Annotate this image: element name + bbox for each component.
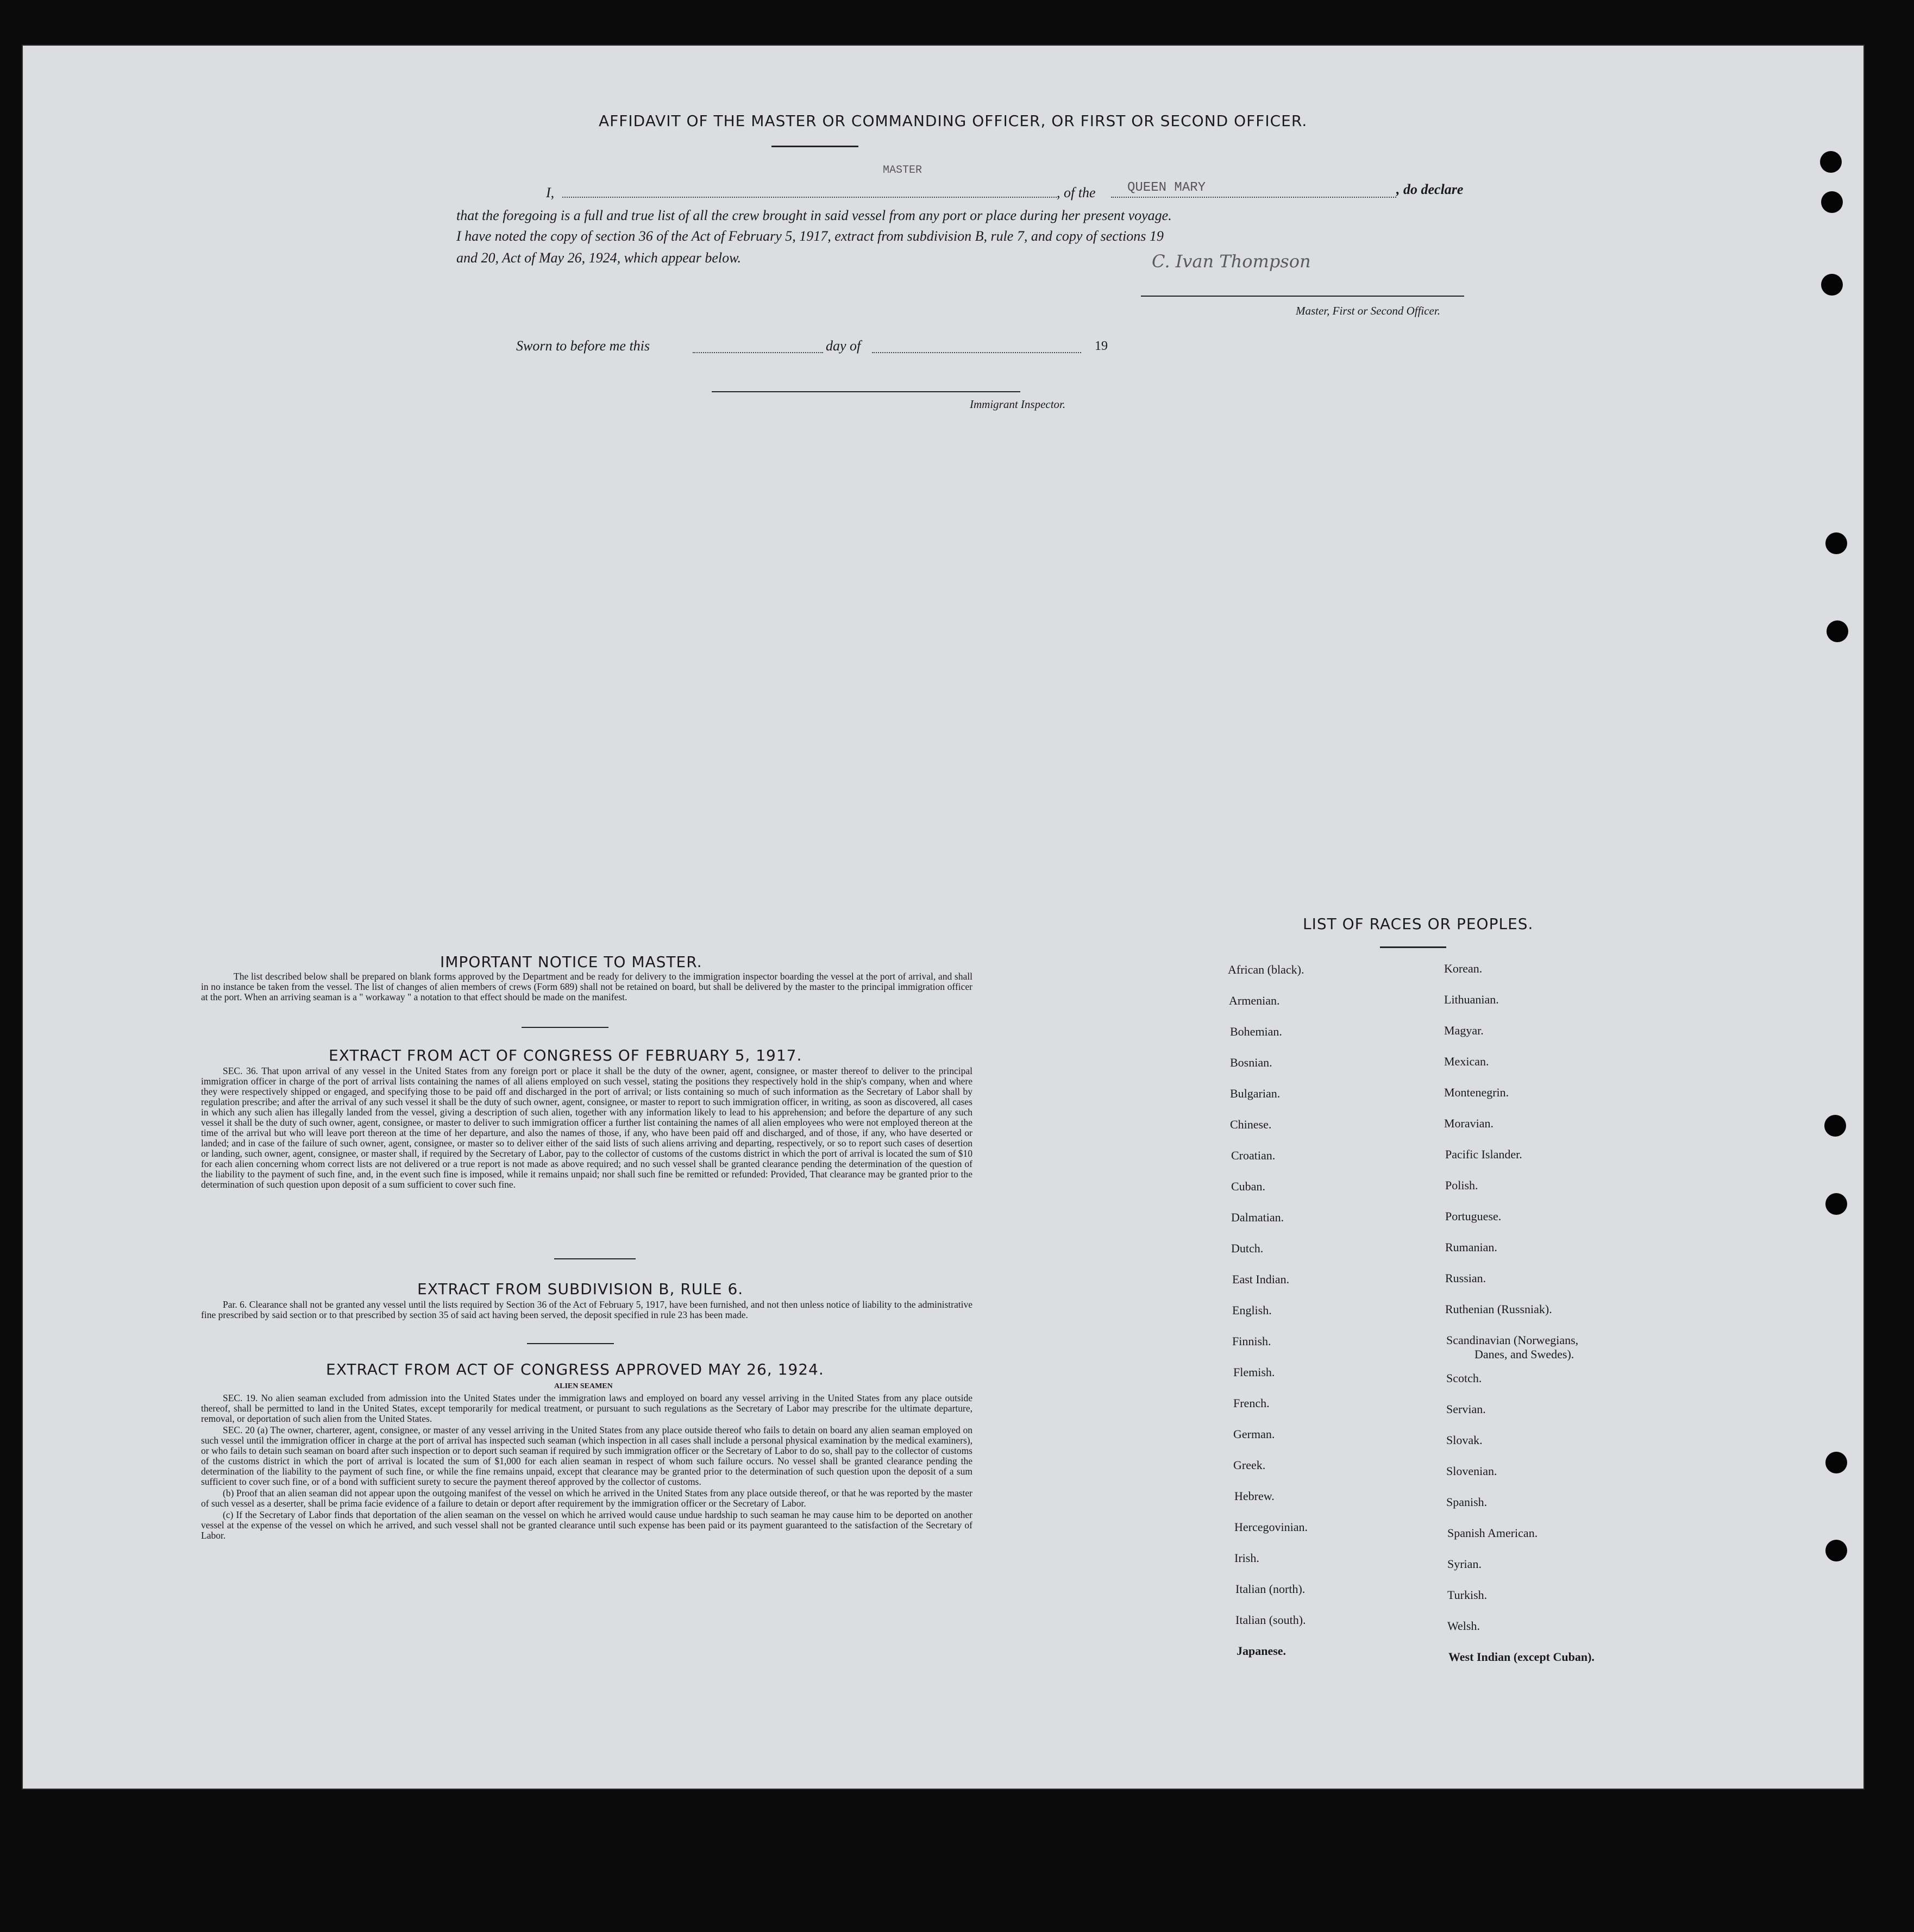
year-label: 19 (1095, 339, 1108, 353)
do-declare-label: , do declare (1396, 181, 1464, 197)
title-underline (771, 146, 858, 147)
race-item: West Indian (except Cuban). (1448, 1650, 1595, 1664)
race-item: Bosnian. (1230, 1056, 1272, 1069)
punch-hole (1825, 1540, 1847, 1561)
punch-hole (1825, 1452, 1847, 1473)
race-item: Lithuanian. (1444, 993, 1499, 1006)
sworn-month-line (872, 352, 1081, 353)
race-item: Rumanian. (1445, 1240, 1497, 1254)
race-item: Mexican. (1444, 1055, 1489, 1068)
day-of-label: day of (826, 338, 861, 354)
of-the-label: , of the (1057, 185, 1096, 200)
punch-hole (1820, 151, 1842, 173)
punch-hole (1825, 1193, 1847, 1215)
race-item: Syrian. (1447, 1557, 1482, 1571)
race-item: Chinese. (1230, 1118, 1272, 1131)
race-item: Polish. (1445, 1178, 1478, 1192)
race-item: German. (1233, 1427, 1275, 1441)
races-title: LIST OF RACES OR PEOPLES. (1303, 915, 1534, 933)
race-item: Scotch. (1446, 1371, 1482, 1385)
race-item: Korean. (1444, 962, 1483, 975)
i-label: I, (546, 185, 555, 200)
race-item: Spanish. (1446, 1495, 1488, 1509)
race-item: Spanish American. (1447, 1526, 1538, 1540)
punch-hole (1825, 532, 1847, 554)
punch-hole (1824, 1115, 1846, 1137)
race-item: Magyar. (1444, 1024, 1484, 1037)
affidavit-title: AFFIDAVIT OF THE MASTER OR COMMANDING OFFICER, OR FIRST OR SECOND OFFICER. (599, 112, 1308, 130)
race-item: English. (1232, 1303, 1272, 1317)
race-item: Bohemian. (1230, 1025, 1282, 1038)
race-item: French. (1233, 1396, 1270, 1410)
sworn-label: Sworn to before me this (516, 338, 650, 354)
race-item: Turkish. (1447, 1588, 1488, 1602)
race-item: Ruthenian (Russniak). (1445, 1302, 1552, 1316)
race-item: Japanese. (1237, 1644, 1287, 1658)
punch-hole (1821, 191, 1843, 213)
notice-text: The list described below shall be prepared on blank forms approved by the Department and be ready for delivery to the immigration inspector boarding the vessel at the port of arrival, and shall in no instance be taken from the vessel. The list of changes of alien members of crews (Form 689) shall not be retained on board, but shall be delivered by the master to the principal immigration officer at the port. When an arriving seaman is a " workaway " a notation to that effect should be made on the manifest. (201, 971, 972, 1002)
race-item: Slovak. (1446, 1433, 1483, 1447)
race-item: Slovenian. (1446, 1464, 1497, 1478)
race-item: Hebrew. (1234, 1489, 1275, 1503)
signature-line (1141, 296, 1464, 297)
punch-hole (1827, 620, 1848, 642)
race-item: African (black). (1228, 963, 1304, 976)
affidavit-body-line2: I have noted the copy of section 36 of the Act of February 5, 1917, extract from subdivision B, rule 7, and copy of sections 19 (456, 228, 1164, 244)
notice-title: IMPORTANT NOTICE TO MASTER. (440, 953, 702, 971)
race-item: Welsh. (1447, 1619, 1480, 1633)
race-item: Bulgarian. (1230, 1087, 1281, 1100)
race-item: Cuban. (1231, 1180, 1265, 1193)
affidavit-body-line1: that the foregoing is a full and true list of all the crew brought in said vessel from any port or place during her present voyage. (456, 208, 1172, 223)
race-item: Croatian. (1231, 1149, 1276, 1162)
race-item: Dutch. (1231, 1241, 1264, 1255)
affidavit-body-line3: and 20, Act of May 26, 1924, which appear below. (456, 250, 742, 266)
race-item: Flemish. (1233, 1365, 1275, 1379)
name-fill-line (562, 197, 1057, 198)
punch-hole (1821, 274, 1843, 296)
master-stamp: MASTER (883, 164, 923, 177)
race-item: Irish. (1234, 1551, 1259, 1565)
race-item: Finnish. (1232, 1334, 1271, 1348)
extract-1917-divider (554, 1258, 636, 1259)
extract-1917-text: SEC. 36. That upon arrival of any vessel in the United States from any foreign port or place it shall be the duty of the owner, agent, consignee, or master thereof to deliver to the principal immigration officer in charge of the port of arrival lists containing the names of all aliens employed on such vessel, stating the positions they respectively hold in the ship's company, when and where they were respectively shipped or engaged, and specifying those to be paid off and discharged in the port of arrival; or lists containing so much of such information as the Secretary of Labor shall by regulation prescribe; and after the arrival of any such vessel it shall be the duty of such owner, agent, consignee, or master to report to such immigration officer, in writing, as soon as discovered, all cases in which any such alien has illegally landed from the vessel, giving a description of such alien, together with any information likely to lead to his apprehension; and before the departure of any such vessel it shall be the duty of such owner, agent, consignee, or master to deliver to such immigration officer a further list containing the names of all alien employees who were not employed thereon at the time of the arrival but who will leave port thereon at the time of her departure, and also the names of those, if any, who have been paid off and discharged, and of those, if any, who have deserted or landed; and in case of the failure of such owner, agent, consignee, or master so to deliver either of the said lists of such aliens arriving and departing, respectively, or so to report such cases of desertion or landing, such owner, agent, consignee, or master shall, if required by the Secretary of Labor, pay to the collector of customs of the customs district in which the port of arrival is located the sum of $10 for each alien concerning whom correct lists are not delivered or a true report is not made as above required; and no such vessel shall be granted clearance pending the determination of the question of the liability to the payment of such fine, and, in the event such fine is imposed, while it remains unpaid; nor shall such fine be remitted or refunded: Provided, That clearance may be granted prior to the determination of such question upon deposit of a sum sufficient to cover such fine. (201, 1065, 972, 1190)
race-item: Scandinavian (Norwegians, (1446, 1333, 1579, 1347)
race-item: Armenian. (1229, 994, 1280, 1007)
race-item: Russian. (1445, 1271, 1486, 1285)
vessel-name[interactable]: QUEEN MARY (1127, 180, 1206, 195)
race-item: Servian. (1446, 1402, 1486, 1416)
extract-1924-title: EXTRACT FROM ACT OF CONGRESS APPROVED MAY 26, 1924. (326, 1360, 824, 1378)
inspector-caption: Immigrant Inspector. (970, 398, 1066, 411)
document-page (22, 45, 1865, 1790)
race-item: Italian (south). (1235, 1613, 1306, 1627)
extract-rule-divider (527, 1343, 614, 1344)
extract-1917-title: EXTRACT FROM ACT OF CONGRESS OF FEBRUARY 5, 1917. (329, 1046, 802, 1064)
extract-1924-text: SEC. 19. No alien seaman excluded from admission into the United States under the immigration laws and employed on board any vessel arriving in the United States from any place outside thereof, shall be permitted to land in the United States, except temporarily for medical treatment, or pursuant to such regulations as the Secretary of Labor may prescribe for the ultimate departure, removal, or deportation of such alien from the United States. SEC. 20 (a) The owner, charterer, agent, consignee, or master of any vessel arriving in the United States from any place outside thereof who fails to detain on board any alien seaman employed on such vessel until the immigration officer in charge at the port of arrival has inspected such seaman (which inspection in all cases shall include a personal physical examination by the medical examiners), or who fails to detain such seaman on board after such inspection or to deport such seaman if required by such immigration officer or the Secretary of Labor to do so, shall pay to the collector of customs of the customs district in which the port of arrival is located the sum of $1,000 for each alien seaman in respect of whom such failure occurs. No vessel shall be granted clearance pending the determination of the liability to the payment of such fine, or while the fine remains unpaid, except that clearance may be granted prior to the determination of such question upon the deposit of a sum sufficient to cover such fine, or of a bond with sufficient surety to secure the payment thereof approved by the collector of customs. (b) Proof that an alien seaman did not appear upon the outgoing manifest of the vessel on which he arrived in the United States from any place outside thereof, or that he was reported by the master of such vessel as a deserter, shall be prima facie evidence of a failure to detain or deport after requirement by the immigration officer or the Secretary of Labor. (c) If the Secretary of Labor finds that deportation of the alien seaman on the vessel on which he arrived would cause undue hardship to such seaman he may cause him to be deported on another vessel at the expense of the vessel on which he arrived, and such vessel shall not be granted clearance until such expense has been paid or its payment guaranteed to the satisfaction of the Secretary of Labor. (201, 1392, 972, 1541)
vessel-fill-line (1111, 197, 1396, 198)
extract-rule-text: Par. 6. Clearance shall not be granted any vessel until the lists required by Section 36 of the Act of February 5, 1917, have been furnished, and not then unless notice of liability to the administrative fine prescribed by said section or to that prescribed by section 35 of said act having been served, the deposit specified in rule 23 has been made. (201, 1299, 972, 1320)
extract-rule-title: EXTRACT FROM SUBDIVISION B, RULE 6. (417, 1280, 744, 1298)
inspector-line (712, 391, 1020, 392)
race-item: Hercegovinian. (1234, 1520, 1308, 1534)
signature-caption: Master, First or Second Officer. (1296, 304, 1440, 317)
race-item: Greek. (1233, 1458, 1266, 1472)
notice-divider (522, 1027, 608, 1028)
sworn-day-line (693, 352, 823, 353)
race-item: Montenegrin. (1444, 1086, 1509, 1099)
race-item: Danes, and Swedes). (1474, 1347, 1574, 1361)
race-item: Portuguese. (1445, 1209, 1502, 1223)
race-item: Dalmatian. (1231, 1210, 1284, 1224)
race-item: Moravian. (1444, 1116, 1494, 1130)
alien-seamen-subtitle: ALIEN SEAMEN (554, 1382, 613, 1390)
master-signature: C. Ivan Thompson (1152, 251, 1311, 272)
race-item: Pacific Islander. (1445, 1147, 1522, 1161)
races-underline (1380, 946, 1446, 948)
race-item: Italian (north). (1235, 1582, 1306, 1596)
race-item: East Indian. (1232, 1272, 1290, 1286)
